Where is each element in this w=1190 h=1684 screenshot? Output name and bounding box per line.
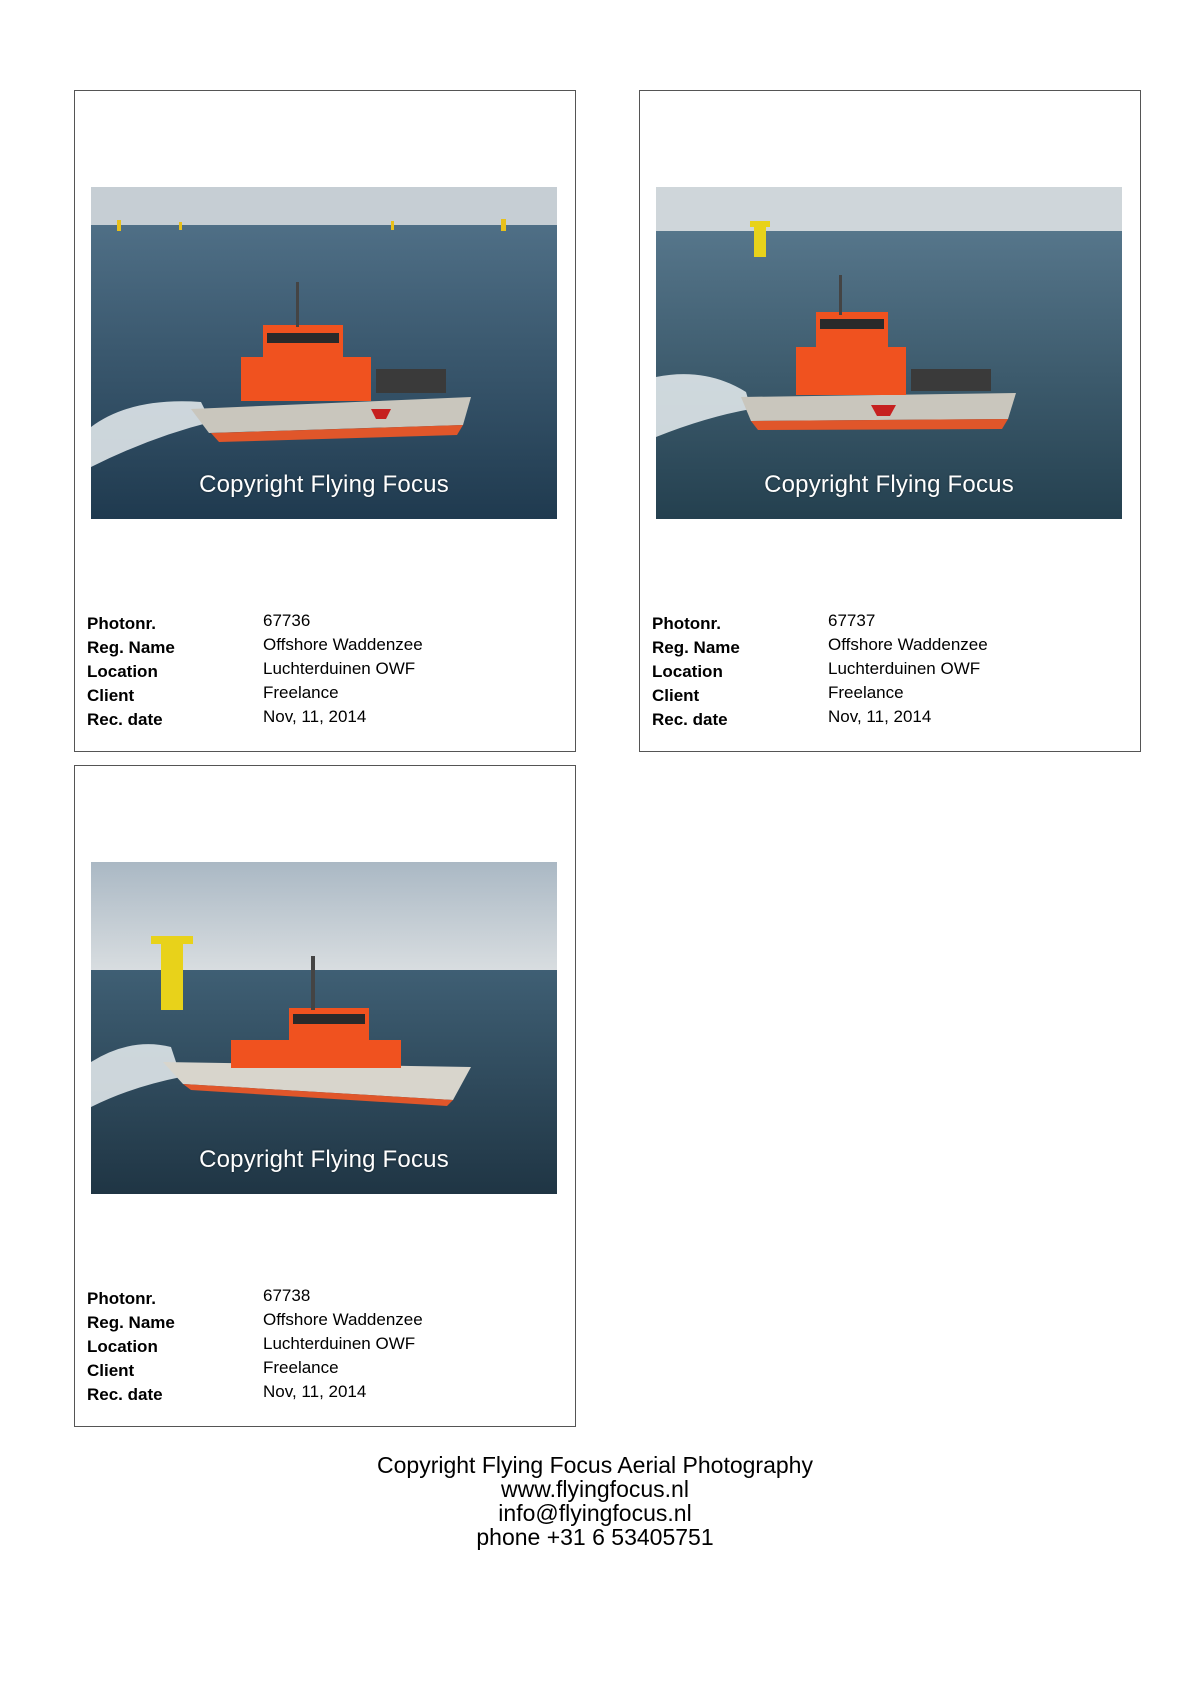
reg-name-label: Reg. Name [652, 638, 740, 657]
photonr-value: 67737 [828, 611, 876, 630]
client-value: Freelance [263, 683, 339, 702]
client-label: Client [652, 686, 700, 705]
boat-photo-image [91, 862, 557, 1194]
photo-metadata [87, 1286, 557, 1406]
photo-card [74, 765, 576, 1427]
rec-date-value: Nov, 11, 2014 [263, 1382, 367, 1401]
photo-card [74, 90, 576, 752]
reg-name-label: Reg. Name [87, 1313, 175, 1332]
location-value: Luchterduinen OWF [263, 1334, 416, 1353]
client-value: Freelance [263, 1358, 339, 1377]
location-value: Luchterduinen OWF [263, 659, 416, 678]
boat-photo-image [656, 187, 1122, 519]
reg-name-value: Offshore Waddenzee [263, 635, 423, 654]
boat-photo-image [91, 187, 557, 519]
rec-date-label: Rec. date [87, 710, 163, 729]
boat-photo[interactable] [91, 862, 557, 1194]
photonr-label: Photonr. [87, 614, 156, 633]
footer-email-link[interactable]: info@flyingfocus.nl [498, 1500, 692, 1526]
location-label: Location [652, 662, 723, 681]
photo-metadata [87, 611, 557, 731]
photo-card [639, 90, 1141, 752]
rec-date-label: Rec. date [87, 1385, 163, 1404]
rec-date-value: Nov, 11, 2014 [263, 707, 367, 726]
client-label: Client [87, 686, 135, 705]
photonr-value: 67736 [263, 611, 311, 630]
reg-name-value: Offshore Waddenzee [828, 635, 988, 654]
boat-photo[interactable] [91, 187, 557, 519]
client-label: Client [87, 1361, 135, 1380]
photo-watermark: Copyright Flying Focus [199, 1146, 449, 1173]
footer-phone: phone +31 6 53405751 [476, 1524, 714, 1550]
photonr-value: 67738 [263, 1286, 311, 1305]
location-label: Location [87, 662, 158, 681]
copyright-footer [0, 1453, 1190, 1549]
location-value: Luchterduinen OWF [828, 659, 981, 678]
reg-name-value: Offshore Waddenzee [263, 1310, 423, 1329]
photonr-label: Photonr. [87, 1289, 156, 1308]
footer-website-link[interactable]: www.flyingfocus.nl [501, 1476, 689, 1502]
photo-watermark: Copyright Flying Focus [199, 471, 449, 498]
location-label: Location [87, 1337, 158, 1356]
client-value: Freelance [828, 683, 904, 702]
rec-date-value: Nov, 11, 2014 [828, 707, 932, 726]
photo-metadata [652, 611, 1122, 731]
photonr-label: Photonr. [652, 614, 721, 633]
reg-name-label: Reg. Name [87, 638, 175, 657]
boat-photo[interactable] [656, 187, 1122, 519]
photo-watermark: Copyright Flying Focus [764, 471, 1014, 498]
rec-date-label: Rec. date [652, 710, 728, 729]
footer-copyright: Copyright Flying Focus Aerial Photography [377, 1452, 813, 1478]
